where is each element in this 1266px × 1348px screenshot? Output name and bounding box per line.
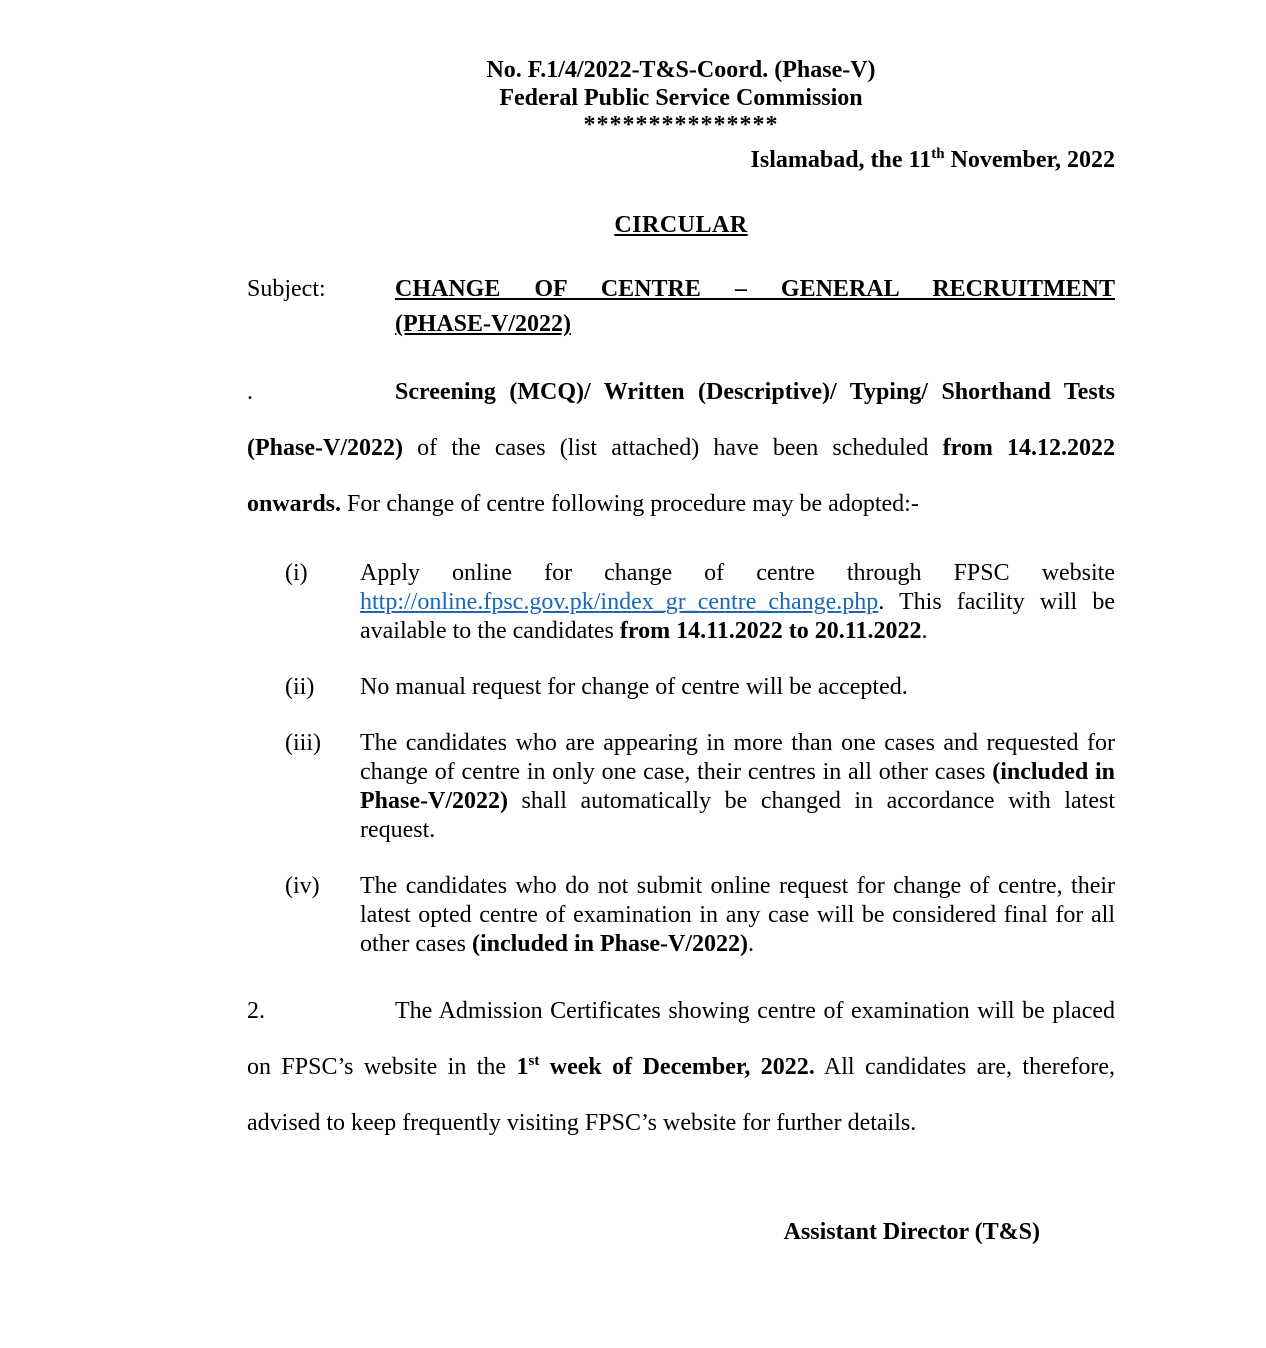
dateline (247, 146, 1115, 174)
subject-line-1: CHANGE OF CENTRE – GENERAL RECRUITMENT (395, 276, 1115, 302)
subject-text (395, 272, 1115, 342)
list-item-run: . (921, 618, 928, 644)
subject-line-2: (PHASE-V/2022) (395, 311, 571, 337)
list-item-run: shall automatically be changed in accordance with latest request. (360, 788, 1115, 843)
list-item-run: No manual request for change of centre will be accepted. (360, 674, 908, 700)
organization-name: Federal Public Service Commission (499, 85, 863, 111)
subject-block (247, 272, 1115, 342)
list-item-text (360, 559, 1115, 646)
list-item-text (360, 673, 1115, 702)
reference-number: No. F.1/4/2022-T&S-Coord. (Phase-V) (486, 57, 876, 83)
paragraph-2-text: The Admission Certificates showing centre of examination will be placed on FPSC’s website in the (247, 998, 1115, 1080)
list-item-bold-text: from 14.11.2022 to 20.11.2022 (619, 618, 922, 644)
list-item-run: The candidates who are appearing in more than one cases and requested for change of centre in only one case, their centres in all other cases (360, 730, 1115, 785)
list-item-run: . (747, 931, 754, 957)
document-title-text: CIRCULAR (614, 212, 748, 238)
paragraph-1-bold-lead: Screening (MCQ)/ Written (Descriptive)/ Typing/ Shorthand Tests (Phase-V/2022) (247, 379, 1115, 461)
signature-designation: Assistant Director (T&S) (783, 1219, 1040, 1245)
paragraph-1-tail: For change of centre following procedure may be adopted:- (341, 491, 919, 517)
procedure-list (247, 559, 1115, 959)
list-item-bold-text: (included in Phase-V/2022) (471, 931, 748, 957)
list-item-run: . This facility will be available to the candidates (360, 589, 1115, 644)
dateline-text-after: November, 2022 (944, 147, 1115, 173)
week-superscript: st (528, 1053, 540, 1069)
list-item-marker: (i) (285, 560, 308, 586)
list-item-text (360, 729, 1115, 845)
list-item-marker: (iii) (285, 730, 321, 756)
paragraph-1-marker: . (247, 379, 253, 405)
paragraph-2-marker: 2. (247, 998, 265, 1024)
list-item-iii (285, 729, 1115, 845)
paragraph-2-bold-week: 1st week of December, 2022. (516, 1053, 815, 1080)
list-item-bold-text: (included in Phase-V/2022) (360, 759, 1115, 814)
list-item-ii (285, 673, 1115, 702)
centre-change-url-link[interactable]: http://online.fpsc.gov.pk/index_gr_centre_change.php (360, 589, 879, 615)
list-item-marker: (iv) (285, 873, 320, 899)
subject-label: Subject: (247, 276, 326, 302)
document-title (247, 210, 1115, 240)
paragraph-1 (247, 364, 1115, 532)
paragraph-2-tail: All candidates are, therefore, advised to keep frequently visiting FPSC’s website for further details. (247, 1054, 1115, 1136)
paragraph-1-text: of the cases (list attached) have been scheduled (402, 435, 943, 461)
list-item-marker: (ii) (285, 674, 315, 700)
list-item-run: Apply online for change of centre through FPSC website (360, 560, 1115, 586)
separator-stars: *************** (583, 112, 779, 138)
list-item-text (360, 872, 1115, 959)
dateline-text: Islamabad, the 11 (750, 147, 932, 173)
paragraph-1-bold-dates: from 14.12.2022 onwards. (247, 435, 1116, 517)
list-item-run: The candidates who do not submit online request for change of centre, their latest opted centre of examination in any case will be considered final for all other cases (360, 873, 1115, 957)
list-item-i (285, 559, 1115, 646)
dateline-superscript: th (931, 146, 945, 162)
paragraph-2 (247, 983, 1115, 1151)
list-item-iv (285, 872, 1115, 959)
